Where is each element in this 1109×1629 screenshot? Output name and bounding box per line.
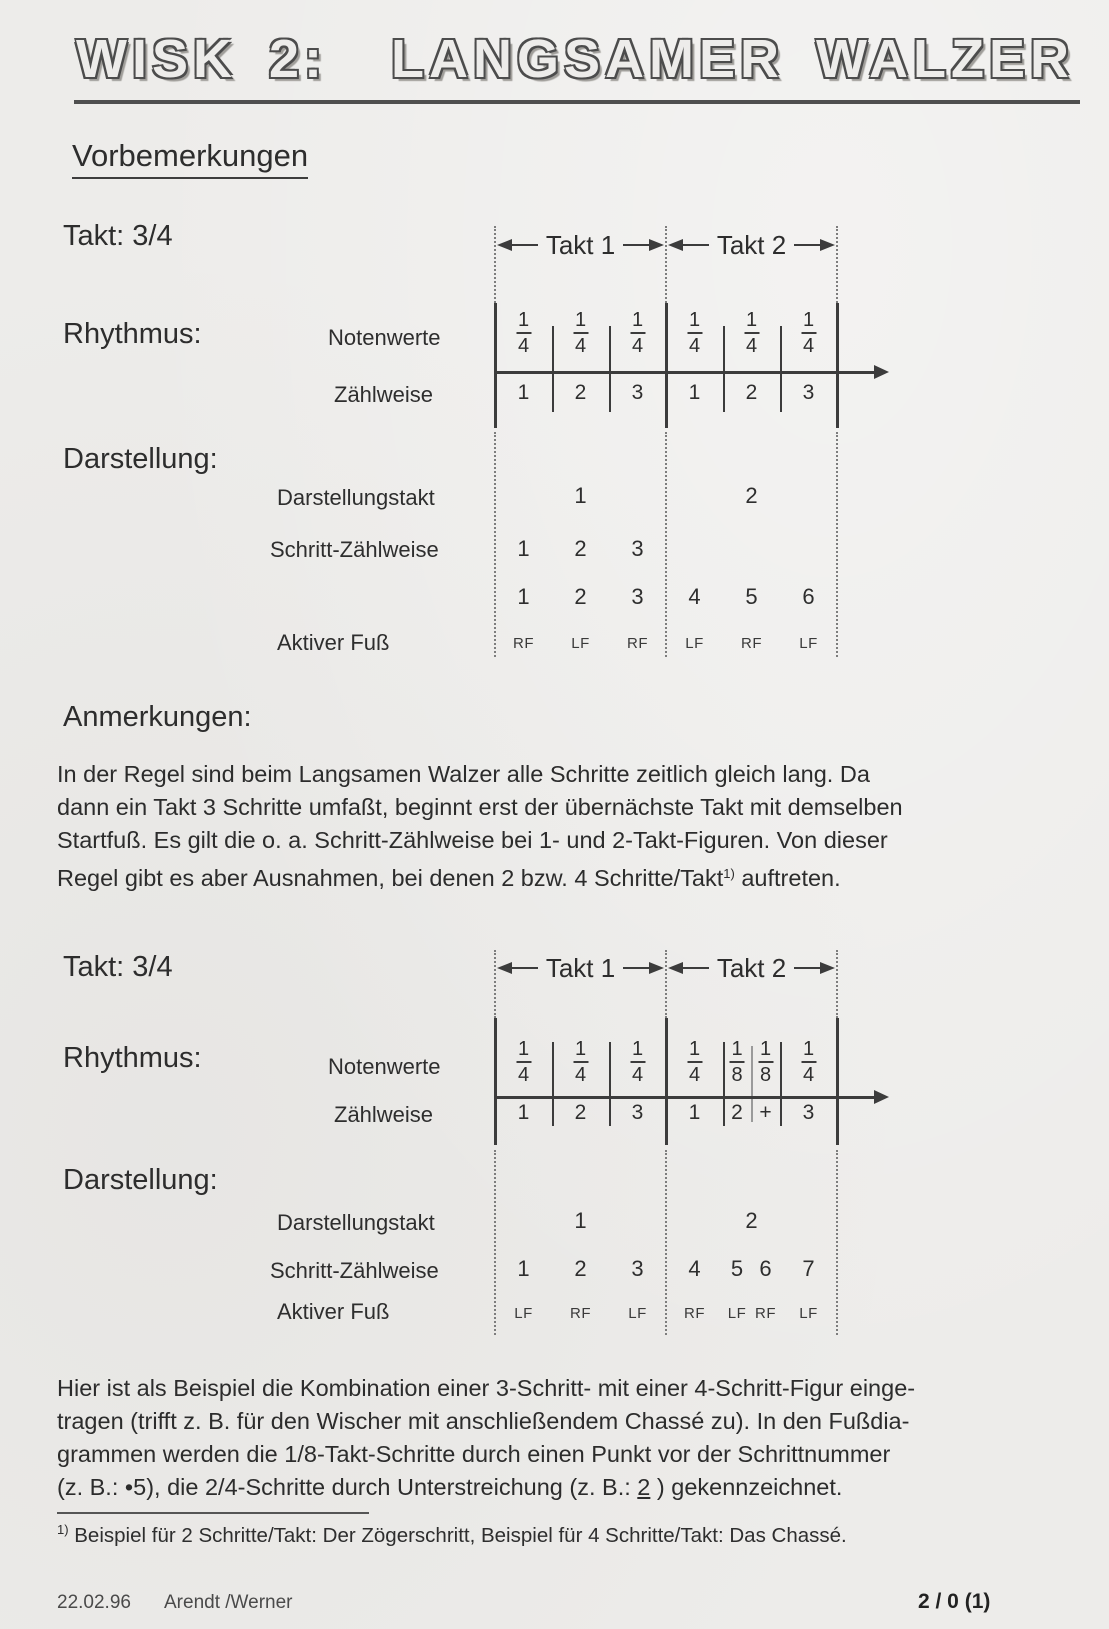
takt2-span-arrow-1 — [668, 229, 835, 260]
note-value-cell: 1 4 — [745, 309, 758, 357]
note-value-cell: 1 4 — [517, 1038, 530, 1086]
eighth-separator — [751, 1046, 753, 1122]
note-value-cell: 1 8 — [731, 1038, 743, 1086]
arrow-right-icon — [820, 239, 835, 251]
darstellungstakt-label-2: Darstellungstakt — [277, 1210, 435, 1235]
zaehlweise-label-2: Zählweise — [334, 1102, 434, 1127]
paragraph-line: (z. B.: •5), die 2/4-Schritte durch Unterstreichung (z. B.: 2 ) gekennzeichnet. — [57, 1474, 843, 1500]
note-value-cell: 1 4 — [631, 309, 644, 357]
count-cell: 3 — [631, 381, 644, 404]
paragraph-line: Hier ist als Beispiel die Kombination einer 3-Schritt- mit einer 4-Schritt-Figur einge- — [57, 1375, 916, 1401]
count-cell: 1 — [688, 381, 701, 404]
note-value-cell: 1 4 — [574, 1038, 587, 1086]
takt1-span-arrow-1 — [497, 229, 664, 260]
bar-line — [665, 303, 668, 428]
takt-meter-label-1: Takt: 3/4 — [63, 220, 173, 252]
arrow-line — [794, 244, 820, 247]
example-paragraph — [57, 1372, 915, 1504]
paragraph-line: tragen (trifft z. B. für den Wischer mit anschließendem Chassé zu). In den Fußdia- — [57, 1408, 910, 1434]
count-cell: 2 — [745, 381, 758, 404]
beat-separator — [723, 1042, 725, 1126]
schritt-zaehlweise-label-2: Schritt-Zählweise — [270, 1258, 439, 1283]
bar-line — [665, 1018, 668, 1145]
step-count-cell: 3 — [631, 1256, 644, 1281]
footer-date: 22.02.96 — [57, 1592, 131, 1613]
rhythmus-label-2: Rhythmus: — [63, 1042, 202, 1074]
active-foot-cell: LF — [799, 635, 818, 652]
active-foot-cell: LF — [799, 1305, 818, 1322]
takt2-label: Takt 2 — [716, 952, 787, 983]
arrow-left-icon — [668, 962, 683, 974]
count-cell: 3 — [802, 381, 815, 404]
darstellungstakt-value: 1 — [574, 483, 587, 508]
active-foot-cell: LF — [514, 1305, 533, 1322]
count-cell: 2 — [731, 1101, 743, 1124]
darstellung-heading-2: Darstellung: — [63, 1164, 218, 1196]
active-foot-cell: RF — [755, 1305, 776, 1322]
paragraph-line: In der Regel sind beim Langsamen Walzer alle Schritte zeitlich gleich lang. Da — [57, 761, 870, 787]
beat-separator — [609, 1042, 611, 1126]
darstellungstakt-value: 2 — [745, 483, 758, 508]
footnote-marker: 1) — [723, 866, 735, 881]
takt2-label: Takt 2 — [716, 229, 787, 260]
note-value-cell: 1 4 — [574, 309, 587, 357]
takt1-label: Takt 1 — [545, 952, 616, 983]
active-foot-cell: RF — [684, 1305, 705, 1322]
bar-line — [494, 1018, 497, 1145]
footnote: $^{1)}$ Beispiel für 2 Schritte/Takt: Der Zögerschritt, Beispiel für 4 Schritte/Takt: Das Chassé. — [57, 1522, 847, 1547]
arrow-right-icon — [649, 962, 664, 974]
active-foot-cell: LF — [628, 1305, 647, 1322]
step-count-cell: 1 — [517, 1256, 530, 1281]
footnote-marker: 1) — [57, 1522, 69, 1537]
dotted-guide — [494, 432, 496, 657]
timeline-arrow-2 — [494, 1096, 874, 1099]
count-cell: 2 — [574, 1101, 587, 1124]
notenwerte-label-1: Notenwerte — [328, 325, 441, 350]
note-value-cell: 1 4 — [802, 309, 815, 357]
darstellungstakt-value: 2 — [745, 1208, 758, 1233]
dotted-guide — [836, 1150, 838, 1335]
section-heading-vorbemerkungen: Vorbemerkungen — [72, 138, 308, 179]
anmerkungen-paragraph — [57, 758, 903, 895]
dotted-guide — [836, 432, 838, 657]
active-foot-cell: LF — [685, 635, 704, 652]
aktiver-fuss-label-1: Aktiver Fuß — [277, 630, 390, 655]
bar-line — [836, 1018, 839, 1145]
takt1-label: Takt 1 — [545, 229, 616, 260]
note-value-cell: 1 4 — [631, 1038, 644, 1086]
bar-line — [836, 303, 839, 428]
timeline-arrow-1 — [494, 371, 874, 374]
paragraph-line: Regel gibt es aber Ausnahmen, bei denen 2 bzw. 4 Schritte/Takt$^{1)}$ auftreten. — [57, 865, 841, 891]
count-cell: 1 — [517, 1101, 530, 1124]
aktiver-fuss-label-2: Aktiver Fuß — [277, 1299, 390, 1324]
arrow-line — [794, 967, 820, 970]
darstellung-heading-1: Darstellung: — [63, 443, 218, 475]
takt2-span-arrow-2 — [668, 952, 835, 983]
dotted-guide — [665, 432, 667, 657]
step-count-cell: 2 — [574, 536, 587, 561]
schritt-zaehlweise-label-1: Schritt-Zählweise — [270, 537, 439, 562]
note-value-cell: 1 4 — [517, 309, 530, 357]
active-foot-cell: RF — [570, 1305, 591, 1322]
beat-separator — [723, 326, 725, 412]
arrow-line — [512, 244, 538, 247]
zaehlweise-label-1: Zählweise — [334, 382, 434, 407]
step-count-cell: 3 — [631, 584, 644, 609]
step-count-cell: 1 — [517, 584, 530, 609]
footnote-rule — [57, 1512, 369, 1514]
paragraph-line: grammen werden die 1/8-Takt-Schritte durch einen Punkt vor der Schrittnummer — [57, 1441, 891, 1467]
arrow-line — [512, 967, 538, 970]
footer-page-code: 2 / 0 (1) — [918, 1590, 991, 1613]
takt1-span-arrow-2 — [497, 952, 664, 983]
page-title: WISK 2: LANGSAMER WALZER — [74, 28, 1080, 104]
active-foot-cell: RF — [627, 635, 648, 652]
step-count-cell: 5 — [745, 584, 758, 609]
arrow-right-icon — [820, 962, 835, 974]
dotted-guide — [494, 950, 496, 1018]
active-foot-cell: RF — [513, 635, 534, 652]
note-value-cell: 1 4 — [688, 1038, 701, 1086]
bar-line — [494, 303, 497, 428]
arrow-left-icon — [497, 962, 512, 974]
dotted-guide — [665, 226, 667, 303]
arrow-line — [683, 967, 709, 970]
paragraph-line: Startfuß. Es gilt die o. a. Schritt-Zählweise bei 1- und 2-Takt-Figuren. Von dieser — [57, 827, 888, 853]
beat-separator — [552, 326, 554, 412]
note-value-cell: 1 4 — [688, 309, 701, 357]
active-foot-cell: LF — [727, 1305, 747, 1322]
beat-separator — [552, 1042, 554, 1126]
step-count-cell: 4 — [688, 1256, 701, 1281]
step-count-cell: 3 — [631, 536, 644, 561]
beat-separator — [609, 326, 611, 412]
step-count-cell: 2 — [574, 1256, 587, 1281]
darstellungstakt-value: 1 — [574, 1208, 587, 1233]
step-count-cell: 2 — [574, 584, 587, 609]
arrow-line — [683, 244, 709, 247]
step-count-cell: 1 — [517, 536, 530, 561]
step-count-cell: 6 — [759, 1256, 772, 1281]
step-count-cell: 5 — [730, 1256, 744, 1281]
count-cell: 3 — [802, 1101, 815, 1124]
step-count-cell: 6 — [802, 584, 815, 609]
takt-meter-label-2: Takt: 3/4 — [63, 951, 173, 983]
notenwerte-label-2: Notenwerte — [328, 1054, 441, 1079]
note-value-cell: 1 4 — [802, 1038, 815, 1086]
beat-separator — [780, 1042, 782, 1126]
arrow-left-icon — [668, 239, 683, 251]
arrow-line — [623, 967, 649, 970]
note-value-cell: 1 8 — [759, 1038, 772, 1086]
dotted-guide — [494, 1150, 496, 1335]
step-count-cell: 4 — [688, 584, 701, 609]
anmerkungen-heading: Anmerkungen: — [63, 701, 252, 733]
count-cell: 3 — [631, 1101, 644, 1124]
underlined-step-number: 2 — [637, 1474, 651, 1500]
active-foot-cell: RF — [741, 635, 762, 652]
arrow-line — [623, 244, 649, 247]
arrow-right-icon — [649, 239, 664, 251]
arrow-left-icon — [497, 239, 512, 251]
dotted-guide — [836, 226, 838, 303]
footer-authors: Arendt /Werner — [164, 1592, 293, 1613]
dotted-guide — [836, 950, 838, 1018]
count-cell: 1 — [517, 381, 530, 404]
dotted-guide — [665, 950, 667, 1018]
step-count-cell: 7 — [802, 1256, 815, 1281]
paragraph-line: dann ein Takt 3 Schritte umfaßt, beginnt erst der übernächste Takt mit demselben — [57, 794, 903, 820]
darstellungstakt-label-1: Darstellungstakt — [277, 485, 435, 510]
dotted-guide — [494, 226, 496, 303]
active-foot-cell: LF — [571, 635, 590, 652]
rhythmus-label-1: Rhythmus: — [63, 318, 202, 350]
count-cell: 2 — [574, 381, 587, 404]
count-cell: 1 — [688, 1101, 701, 1124]
beat-separator — [780, 326, 782, 412]
dotted-guide — [665, 1150, 667, 1335]
count-cell: + — [759, 1101, 772, 1124]
